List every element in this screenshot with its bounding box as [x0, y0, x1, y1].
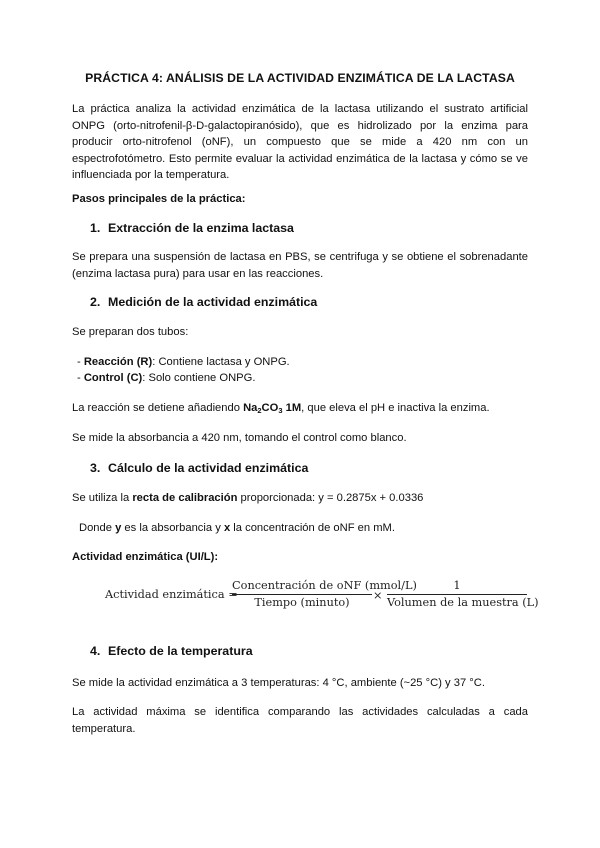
steps-heading: Pasos principales de la práctica: [72, 193, 246, 205]
var-y: y [115, 522, 122, 534]
section-title: Extracción de la enzima lactasa [108, 221, 294, 235]
chem-co: CO [261, 402, 279, 414]
calibration-bold: recta de calibración [132, 492, 238, 504]
absorbance-line: Se mide la absorbancia a 420 nm, tomando el control como blanco. [72, 432, 407, 444]
fraction-2-denominator: Volumen de la muestra (L) [387, 596, 539, 609]
var-x: x [223, 522, 231, 534]
formula-lhs: Actividad enzimática = [105, 588, 238, 601]
bullet-label: Control (C) [83, 372, 143, 384]
fraction-1-numerator: Concentración de oNF (mmol/L) [232, 579, 417, 592]
bullet-text: : Contiene lactasa y ONPG. [152, 356, 290, 368]
section-2-heading [90, 294, 530, 311]
section-title: Medición de la actividad enzimática [108, 295, 318, 309]
stop-reaction-line [72, 400, 528, 417]
section-4-heading [90, 643, 530, 660]
where-pre: Donde [79, 522, 116, 534]
section-title: Efecto de la temperatura [108, 644, 253, 658]
activity-label: Actividad enzimática (UI/L): [72, 551, 219, 563]
bullet-text: : Solo contiene ONPG. [142, 372, 256, 384]
chem-subscript-3: 3 [278, 406, 283, 415]
section-3-heading [90, 460, 530, 477]
stop-text-post: , que eleva el pH e inactiva la enzima. [301, 402, 490, 414]
where-mid: es la absorbancia y [121, 522, 224, 534]
bullet-prefix: - [77, 372, 84, 384]
calibration-equation: proporcionada: y = 0.2875x + 0.0336 [237, 492, 424, 504]
section-2-intro: Se preparan dos tubos: [72, 326, 189, 338]
fraction-1-denominator: Tiempo (minuto) [254, 596, 350, 609]
chem-molarity: 1M [282, 402, 302, 414]
variables-line [79, 520, 535, 537]
max-activity-paragraph: La actividad máxima se identifica comparando las actividades calculadas a cada temperatura. [72, 706, 528, 735]
chemical-formula [243, 402, 301, 414]
section-number: 1. [90, 221, 101, 235]
bullet-reaction [77, 354, 527, 371]
formula-times: × [373, 589, 383, 602]
formula-fraction-2 [387, 578, 539, 612]
where-post: la concentración de oNF en mM. [230, 522, 395, 534]
chem-na: Na [243, 402, 258, 414]
section-title: Cálculo de la actividad enzimática [108, 461, 309, 475]
calibration-line [72, 490, 528, 507]
section-1-text: Se prepara una suspensión de lactasa en PBS, se centrifuga y se obtiene el sobrenadante (enzima lactasa pura) para usar en las reacciones. [72, 251, 528, 280]
stop-text-pre: La reacción se detiene añadiendo [72, 402, 244, 414]
section-1-heading [90, 220, 530, 237]
formula-fraction-1 [232, 578, 417, 612]
section-number: 2. [90, 295, 101, 309]
calibration-pre: Se utiliza la [72, 492, 133, 504]
document-title: PRÁCTICA 4: ANÁLISIS DE LA ACTIVIDAD ENZIMÁTICA DE LA LACTASA [85, 71, 515, 85]
section-number: 4. [90, 644, 101, 658]
chem-subscript-2: 2 [257, 406, 262, 415]
section-number: 3. [90, 461, 101, 475]
bullet-prefix: - [77, 356, 84, 368]
bullet-control [77, 370, 527, 387]
intro-paragraph: La práctica analiza la actividad enzimática de la lactasa utilizando el sustrato artificial ONPG (orto-nitrofenil-β-D-galactopiranósido), que es hidrolizado por la enzima para producir orto-nitrofenol (oNF), un compuesto que se mide a 420 nm con un espectrofotómetro. Esto permite evaluar la actividad enzimática de la lactasa y cómo se ve influenciada por la temperatura. [72, 103, 528, 181]
temperatures-line: Se mide la actividad enzimática a 3 temperaturas: 4 °C, ambiente (~25 °C) y 37 °C. [72, 677, 485, 689]
fraction-2-numerator: 1 [453, 579, 461, 592]
bullet-label: Reacción (R) [83, 356, 153, 368]
activity-formula [105, 578, 539, 612]
